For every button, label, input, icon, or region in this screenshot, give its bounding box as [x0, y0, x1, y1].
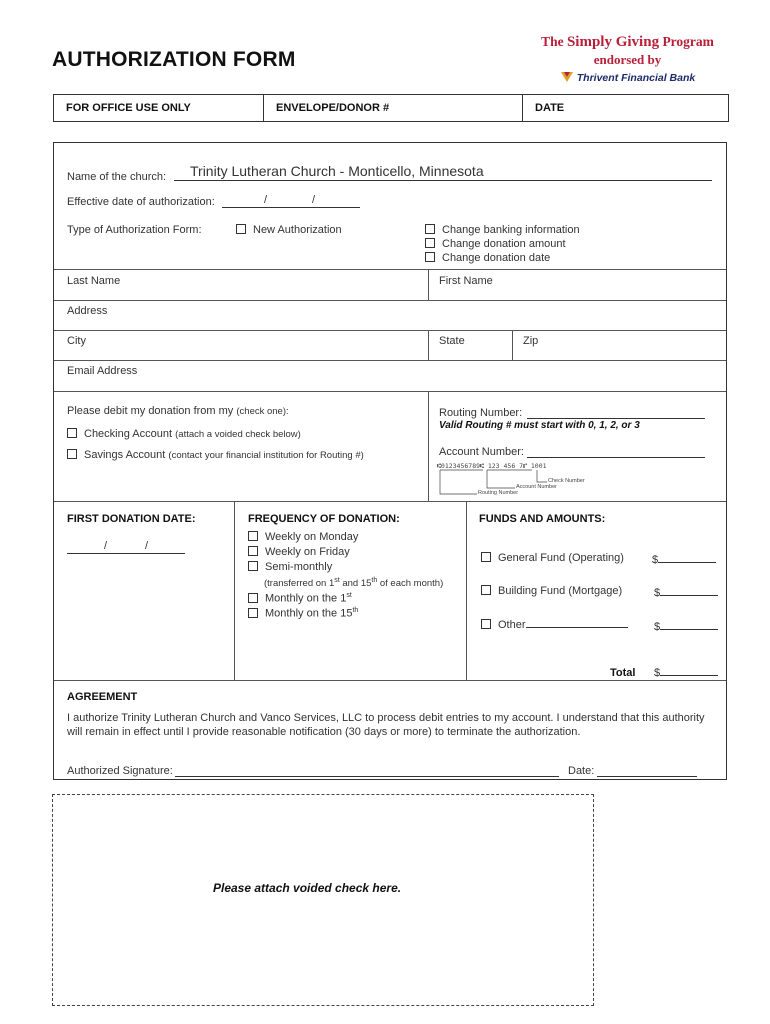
effective-date-field[interactable] [222, 195, 360, 208]
zip-label: Zip [523, 335, 539, 347]
monthly-15th-option[interactable]: Monthly on the 15th [248, 607, 358, 620]
date-sep-2: / [145, 540, 149, 552]
first-donation-date-label: FIRST DONATION DATE: [67, 513, 196, 525]
frequency-label: FREQUENCY OF DONATION: [248, 513, 400, 525]
account-number-tag: Account Number [516, 484, 557, 490]
routing-number-tag: Routing Number [478, 490, 519, 496]
logo-line-3: Thrivent Financial Bank [530, 71, 725, 84]
weekly-friday-option[interactable]: Weekly on Friday [248, 546, 350, 558]
change-date-option[interactable]: Change donation date [425, 252, 550, 264]
church-label: Name of the church: [67, 171, 167, 183]
building-fund-option[interactable]: Building Fund (Mortgage) [481, 585, 622, 597]
check-micr-line: ⑆0123456789⑆ 123 456 7⑈ 1001 [437, 462, 547, 470]
date-sep-2: / [312, 194, 316, 206]
city-label: City [67, 335, 86, 347]
thrivent-mark-icon [560, 71, 574, 83]
building-fund-checkbox[interactable] [481, 585, 491, 595]
divider [466, 501, 467, 680]
total-label: Total [610, 667, 636, 679]
new-authorization-checkbox[interactable] [236, 224, 246, 234]
checking-checkbox[interactable] [67, 428, 77, 438]
office-date-label: DATE [535, 102, 565, 114]
divider [54, 360, 726, 361]
divider [54, 300, 726, 301]
other-fund-checkbox[interactable] [481, 619, 491, 629]
monthly-1st-checkbox[interactable] [248, 593, 258, 603]
divider [512, 330, 513, 360]
state-label: State [439, 335, 465, 347]
church-field[interactable] [174, 163, 712, 181]
weekly-friday-checkbox[interactable] [248, 546, 258, 556]
logo-line-1: The Simply Giving Program [541, 34, 714, 50]
general-fund-option[interactable]: General Fund (Operating) [481, 552, 624, 564]
date-sep-1: / [264, 194, 268, 206]
change-banking-option[interactable]: Change banking information [425, 224, 580, 236]
monthly-15th-checkbox[interactable] [248, 608, 258, 618]
first-name-label: First Name [439, 275, 493, 287]
main-form [53, 142, 727, 780]
debit-label: Please debit my donation from my (check one): [67, 405, 289, 417]
semi-monthly-checkbox[interactable] [248, 561, 258, 571]
routing-number-field[interactable] [527, 407, 705, 419]
funds-label: FUNDS AND AMOUNTS: [479, 513, 606, 525]
office-use-row [53, 94, 729, 122]
check-number-tag: Check Number [548, 478, 585, 484]
address-label: Address [67, 305, 108, 317]
total-amount[interactable]: $ [654, 665, 718, 679]
attach-check-text: Please attach voided check here. [213, 881, 402, 895]
divider [428, 391, 429, 501]
divider [54, 330, 726, 331]
envelope-donor-label: ENVELOPE/DONOR # [264, 95, 523, 121]
monthly-1st-option[interactable]: Monthly on the 1st [248, 592, 352, 605]
signature-date-field[interactable] [597, 765, 697, 777]
signature-field[interactable] [175, 765, 559, 777]
date-sep-1: / [104, 540, 108, 552]
account-label: Account Number: [439, 446, 524, 458]
semi-monthly-option[interactable]: Semi-monthly [248, 561, 332, 573]
last-name-label: Last Name [67, 275, 121, 287]
divider [54, 501, 726, 502]
check-number-diagram [437, 462, 585, 498]
church-name-value: Trinity Lutheran Church - Monticello, Minnesota [190, 163, 484, 179]
type-label: Type of Authorization Form: [67, 224, 202, 236]
form-title: AUTHORIZATION FORM [52, 48, 296, 71]
account-number-field[interactable] [527, 446, 705, 458]
divider [54, 269, 726, 270]
routing-note: Valid Routing # must start with 0, 1, 2, or 3 [439, 420, 640, 431]
voided-check-area [52, 794, 594, 1006]
checking-option[interactable]: Checking Account (attach a voided check below) [67, 428, 301, 440]
other-fund-amount[interactable]: $ [654, 619, 718, 633]
savings-checkbox[interactable] [67, 449, 77, 459]
signature-label: Authorized Signature: [67, 765, 173, 777]
simply-giving-logo [530, 34, 725, 84]
divider [428, 269, 429, 300]
weekly-monday-checkbox[interactable] [248, 531, 258, 541]
office-use-label: FOR OFFICE USE ONLY [54, 95, 264, 121]
general-fund-amount[interactable]: $ [652, 552, 716, 566]
new-authorization-option[interactable]: New Authorization [236, 224, 342, 236]
agreement-heading: AGREEMENT [67, 691, 138, 703]
change-amount-checkbox[interactable] [425, 238, 435, 248]
weekly-monday-option[interactable]: Weekly on Monday [248, 531, 358, 543]
divider [54, 391, 726, 392]
divider [234, 501, 235, 680]
savings-option[interactable]: Savings Account (contact your financial institution for Routing #) [67, 449, 364, 461]
change-banking-checkbox[interactable] [425, 224, 435, 234]
logo-line-2: endorsed by [593, 52, 662, 67]
change-date-checkbox[interactable] [425, 252, 435, 262]
signature-date-label: Date: [568, 765, 595, 777]
effective-date-label: Effective date of authorization: [67, 196, 215, 208]
building-fund-amount[interactable]: $ [654, 585, 718, 599]
divider [428, 330, 429, 360]
routing-label: Routing Number: [439, 407, 523, 419]
email-label: Email Address [67, 365, 138, 377]
agreement-text: I authorize Trinity Lutheran Church and Vanco Services, LLC to process debit entries to my account. I understand that this authority will remain in effect until I provide reasonable notification (30 days or more) to terminate the authorization. [67, 712, 705, 738]
semi-monthly-note: (transferred on 1st and 15th of each month) [264, 577, 444, 590]
other-fund-option[interactable]: Other [481, 617, 628, 631]
change-amount-option[interactable]: Change donation amount [425, 238, 566, 250]
general-fund-checkbox[interactable] [481, 552, 491, 562]
first-donation-date-field[interactable] [67, 541, 185, 554]
divider [54, 680, 726, 681]
